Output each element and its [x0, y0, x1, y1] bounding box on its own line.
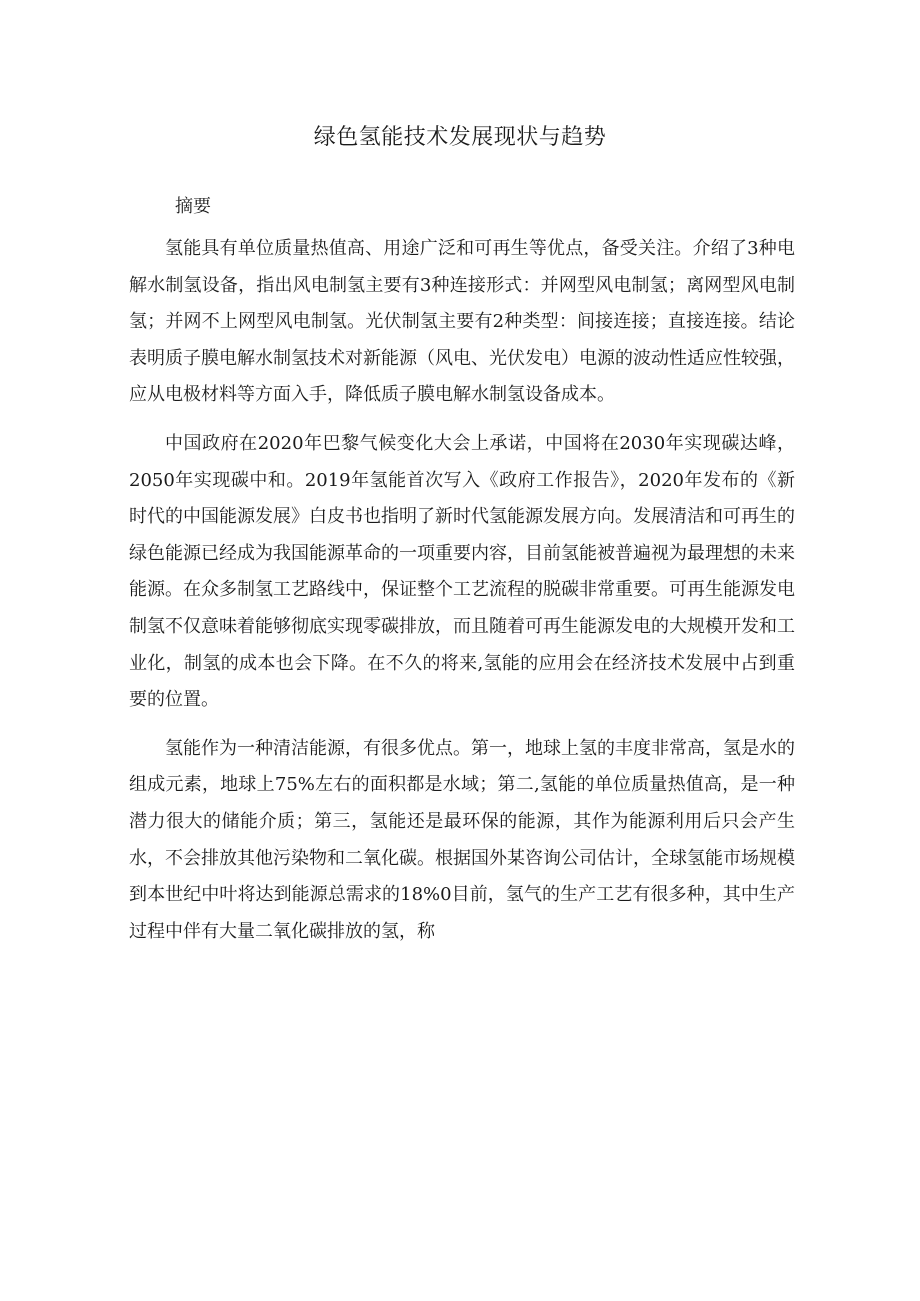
paragraph-policy: 中国政府在2020年巴黎气候变化大会上承诺，中国将在2030年实现碳达峰，2050年实现碳中和。2019年氢能首次写入《政府工作报告》，2020年发布的《新时代的中国能源发展》白皮书也指明了新时代氢能源发展方向。发展清洁和可再生的绿色能源已经成为我国能源革命的一项重要内容，目前氢能被普遍视为最理想的未来能源。在众多制氢工艺路线中，保证整个工艺流程的脱碳非常重要。可再生能源发电制氢不仅意味着能够彻底实现零碳排放，而且随着可再生能源发电的大规模开发和工业化，制氢的成本也会下降。在不久的将来,氢能的应用会在经济技术发展中占到重要的位置。 — [129, 432, 795, 711]
abstract-label: 摘要 — [175, 196, 211, 217]
paragraph-abstract: 氢能具有单位质量热值高、用途广泛和可再生等优点，备受关注。介绍了3种电解水制氢设备，指出风电制氢主要有3种连接形式：并网型风电制氢；离网型风电制氢；并网不上网型风电制氢。光伏制氢主要有2种类型：间接连接；直接连接。结论表明质子膜电解水制氢技术对新能源（风电、光伏发电）电源的波动性适应性较强，应从电极材料等方面入手，降低质子膜电解水制氢设备成本。 — [129, 238, 795, 406]
document-title: 绿色氢能技术发展现状与趋势 — [313, 125, 607, 150]
paragraph-advantages: 氢能作为一种清洁能源，有很多优点。第一，地球上氢的丰度非常高，氢是水的组成元素，地球上75%左右的面积都是水域；第二,氢能的单位质量热值高，是一种潜力很大的储能介质；第三，氢能还是最环保的能源，其作为能源利用后只会产生水，不会排放其他污染物和二氧化碳。根据国外某咨询公司估计，全球氢能市场规模到本世纪中叶将达到能源总需求的18%0目前，氢气的生产工艺有很多种，其中生产过程中伴有大量二氧化碳排放的氢，称 — [129, 737, 795, 942]
document-body — [129, 231, 795, 962]
